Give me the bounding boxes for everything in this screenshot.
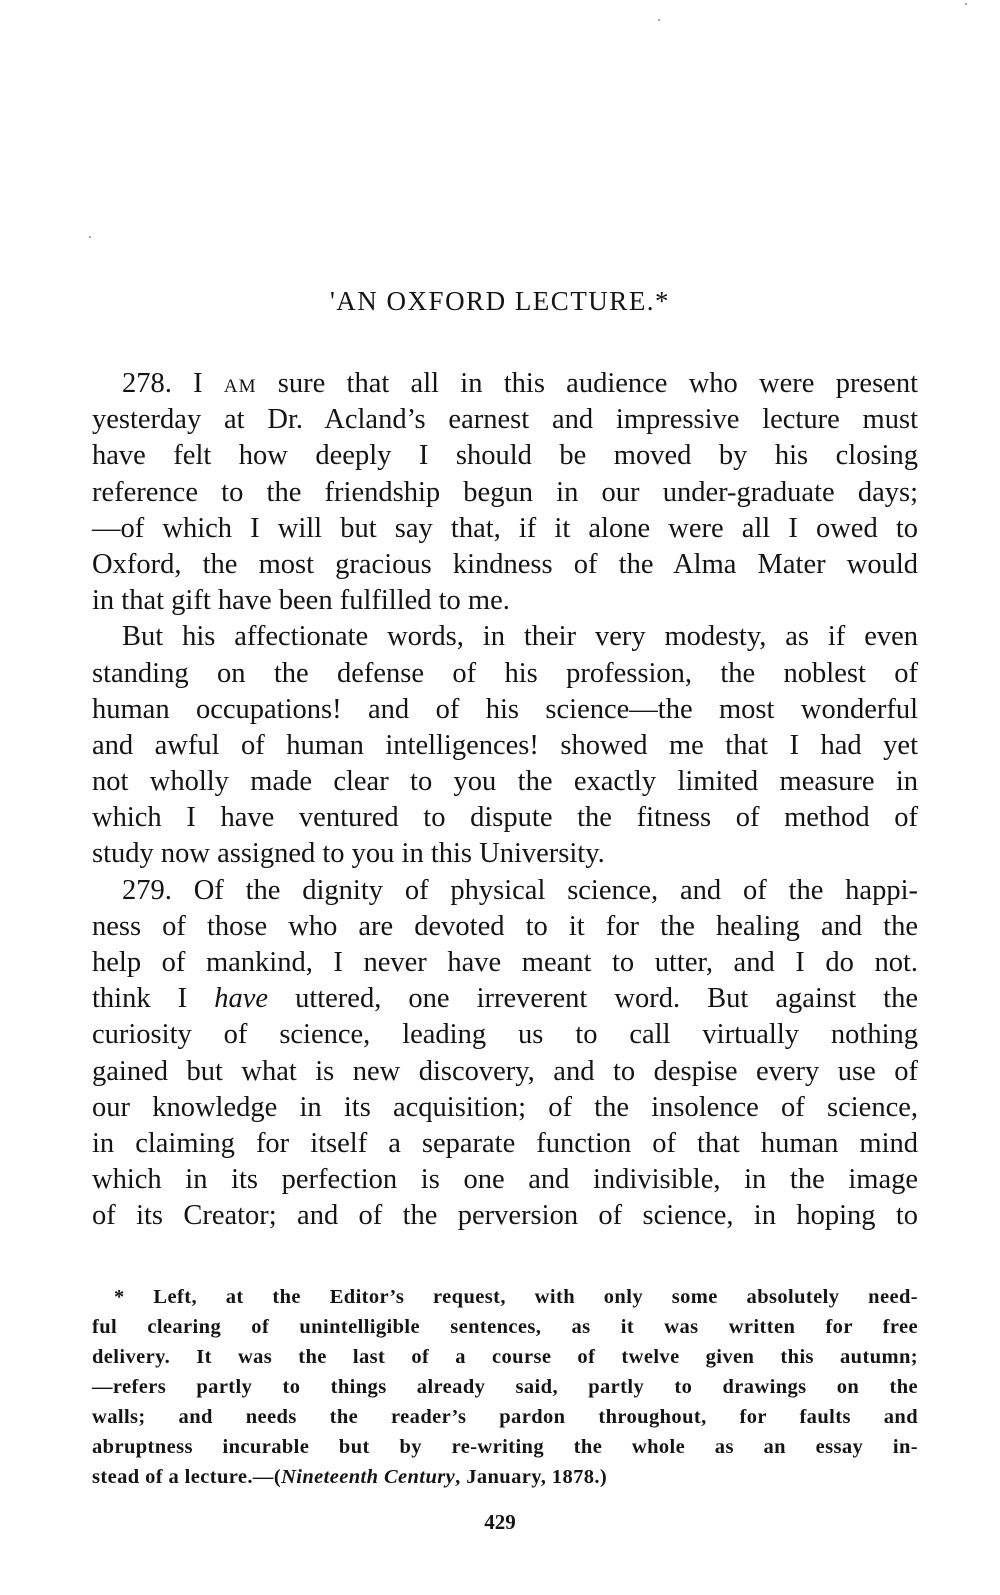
text-line: human occupations! and of his science—the most wonderful	[92, 693, 918, 725]
text-line: curiosity of science, leading us to call virtually nothing	[92, 1019, 918, 1051]
text-line: think I have uttered, one irreverent word. But against the	[92, 983, 918, 1015]
paper-speck	[965, 3, 967, 5]
text-line: 279. Of the dignity of physical science, and of the happi-	[122, 874, 918, 906]
text-line: yesterday at Dr. Acland’s earnest and impressive lecture must	[92, 404, 918, 436]
text-line: have felt how deeply I should be moved by his closing	[92, 440, 918, 472]
text-line: standing on the defense of his profession, the noblest of	[92, 657, 918, 689]
italic-word: have	[214, 983, 269, 1015]
text-line: and awful of human intelligences! showed me that I had yet	[92, 729, 918, 761]
page-number: 429	[484, 1510, 516, 1534]
footnote-line: abruptness incurable but by re-writing the whole as an essay in-	[92, 1436, 918, 1458]
small-caps-word: AM	[223, 376, 257, 397]
footnote-line: stead of a lecture.—(Nineteenth Century, January, 1878.)	[92, 1466, 608, 1488]
text-line: our knowledge in its acquisition; of the insolence of science,	[92, 1091, 918, 1123]
text-line: 278. I AM sure that all in this audience who were present	[122, 368, 918, 399]
footnote-line: —refers partly to things already said, partly to drawings on the	[92, 1376, 918, 1398]
text-line: —of which I will but say that, if it alone were all I owed to	[92, 512, 918, 544]
text-line: which in its perfection is one and indivisible, in the image	[92, 1164, 918, 1196]
footnote-line: * Left, at the Editor’s request, with only some absolutely need-	[114, 1286, 918, 1308]
text-line: But his affectionate words, in their very modesty, as if even	[122, 621, 918, 653]
paper-speck	[89, 236, 91, 238]
body-text	[92, 366, 918, 1235]
text-line: gained but what is new discovery, and to despise every use of	[92, 1055, 918, 1087]
chapter-title: 'AN OXFORD LECTURE.*	[329, 286, 671, 316]
text-line: ness of those who are devoted to it for the healing and the	[92, 910, 918, 942]
text-line: Oxford, the most gracious kindness of the Alma Mater would	[92, 548, 918, 580]
text-line: not wholly made clear to you the exactly limited measure in	[92, 766, 918, 798]
footnote-line: delivery. It was the last of a course of twelve given this autumn;	[92, 1346, 918, 1368]
text-line: study now assigned to you in this University.	[92, 838, 605, 870]
text-line: which I have ventured to dispute the fitness of method of	[92, 802, 918, 834]
paper-speck	[658, 19, 660, 21]
text-line: help of mankind, I never have meant to utter, and I do not.	[92, 947, 918, 978]
italic-citation: Nineteenth Century	[281, 1466, 456, 1488]
text-line: of its Creator; and of the perversion of science, in hoping to	[92, 1200, 918, 1232]
footnote-line: walls; and needs the reader’s pardon throughout, for faults and	[92, 1406, 918, 1428]
text-line: in claiming for itself a separate function of that human mind	[92, 1127, 918, 1159]
footnote	[92, 1282, 918, 1492]
text-line: in that gift have been fulfilled to me.	[92, 585, 510, 617]
footnote-line: ful clearing of unintelligible sentences, as it was written for free	[92, 1316, 918, 1338]
text-line: reference to the friendship begun in our under-graduate days;	[92, 476, 918, 508]
